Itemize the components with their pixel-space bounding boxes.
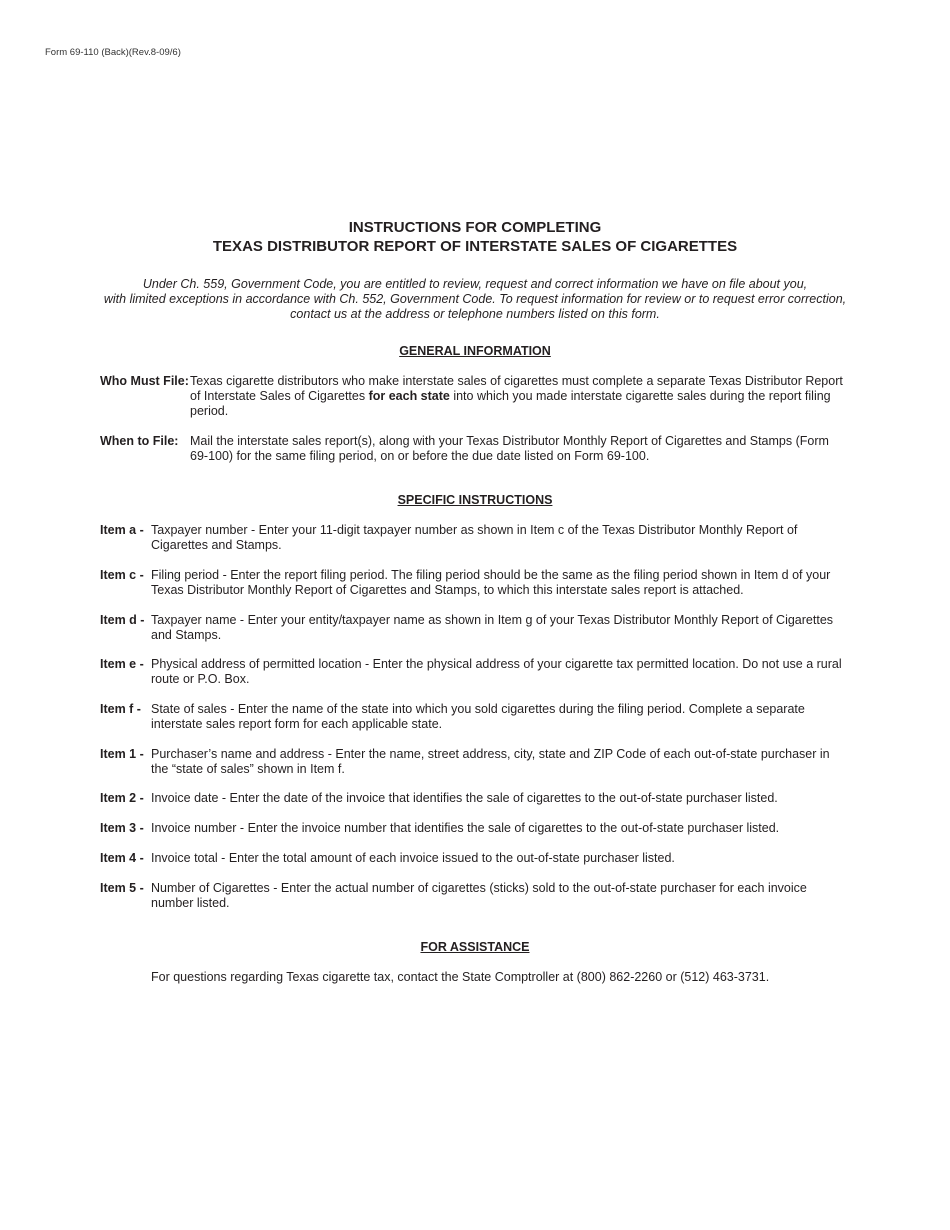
- item-label: Item 2 -: [100, 791, 144, 805]
- item-text: Taxpayer name - Enter your entity/taxpayer name as shown in Item g of your Texas Distributor Monthly Report of Cigarettes and Stamps.: [151, 613, 834, 642]
- page-title: [0, 218, 950, 256]
- item-c: [100, 568, 850, 598]
- item-d: [100, 613, 850, 643]
- item-label: Item d -: [100, 613, 145, 627]
- assistance-text: For questions regarding Texas cigarette tax, contact the State Comptroller at (800) 862-2260 or (512) 463-3731.: [151, 970, 770, 984]
- item-text: Physical address of permitted location - Enter the physical address of your cigarette tax permitted location. Do not use a rural route or P.O. Box.: [151, 657, 842, 686]
- who-must-file-label: Who Must File:: [100, 374, 189, 388]
- item-label: Item 5 -: [100, 881, 144, 895]
- who-must-file-text-before: Texas cigarette distributors who make interstate sales of cigarettes must complete a separate Texas Distributor Report of Interstate Sales of Cigarettes: [190, 374, 843, 403]
- who-must-file-section: [100, 374, 850, 419]
- item-label: Item f -: [100, 702, 141, 716]
- item-text: Number of Cigarettes - Enter the actual number of cigarettes (sticks) sold to the out-of-state purchaser for each invoice number listed.: [151, 881, 807, 910]
- item-5: [100, 881, 850, 911]
- item-text: Invoice number - Enter the invoice number that identifies the sale of cigarettes to the out-of-state purchaser listed.: [151, 821, 780, 835]
- title-line-1: INSTRUCTIONS FOR COMPLETING: [348, 219, 602, 236]
- item-3: [100, 821, 850, 836]
- title-line-2: TEXAS DISTRIBUTOR REPORT OF INTERSTATE SALES OF CIGARETTES: [212, 238, 738, 255]
- when-to-file-text: Mail the interstate sales report(s), along with your Texas Distributor Monthly Report of Cigarettes and Stamps (Form 69-100) for the same filing period, on or before the due date listed on Form 69-100.: [190, 434, 829, 463]
- when-to-file-label: When to File:: [100, 434, 179, 448]
- who-must-file-text: [190, 374, 850, 419]
- item-e: [100, 657, 850, 687]
- item-label: Item a -: [100, 523, 144, 537]
- item-4: [100, 851, 850, 866]
- item-text: Taxpayer number - Enter your 11-digit taxpayer number as shown in Item c of the Texas Distributor Monthly Report of Cigarettes and Stamps.: [151, 523, 798, 552]
- item-1: [100, 747, 850, 777]
- item-text: State of sales - Enter the name of the state into which you sold cigarettes during the filing period. Complete a separate interstate sales report form for each applicable state.: [151, 702, 805, 731]
- who-must-file-text-after: into which you made interstate cigarette sales during the report filing period.: [190, 389, 831, 418]
- item-text: Filing period - Enter the report filing period. The filing period should be the same as the filing period shown in Item d of your Texas Distributor Monthly Report of Cigarettes and Stamps, to which this interstate sales report is attached.: [151, 568, 831, 597]
- form-number: Form 69-110 (Back)(Rev.8-09/6): [45, 47, 181, 58]
- item-a: [100, 523, 850, 553]
- item-text: Invoice total - Enter the total amount of each invoice issued to the out-of-state purchaser listed.: [151, 851, 675, 865]
- item-label: Item 1 -: [100, 747, 144, 761]
- item-label: Item 3 -: [100, 821, 144, 835]
- general-information-heading: GENERAL INFORMATION: [399, 344, 551, 358]
- when-to-file-section: [100, 434, 850, 464]
- item-2: [100, 791, 850, 806]
- privacy-line-2: with limited exceptions in accordance with Ch. 552, Government Code. To request information for review or to request error correction,: [103, 292, 847, 306]
- item-label: Item e -: [100, 657, 144, 671]
- who-must-file-text-bold: for each state: [368, 389, 450, 403]
- privacy-line-1: Under Ch. 559, Government Code, you are entitled to review, request and correct information we have on file about you,: [142, 277, 808, 291]
- assistance-heading: FOR ASSISTANCE: [420, 940, 530, 954]
- item-label: Item c -: [100, 568, 144, 582]
- item-f: [100, 702, 850, 732]
- privacy-line-3: contact us at the address or telephone numbers listed on this form.: [290, 307, 660, 321]
- privacy-notice: [60, 277, 890, 322]
- item-text: Invoice date - Enter the date of the invoice that identifies the sale of cigarettes to the out-of-state purchaser listed.: [151, 791, 778, 805]
- item-text: Purchaser’s name and address - Enter the name, street address, city, state and ZIP Code of each out-of-state purchaser in the “state of sales” shown in Item f.: [151, 747, 830, 776]
- item-label: Item 4 -: [100, 851, 144, 865]
- specific-instructions-heading: SPECIFIC INSTRUCTIONS: [397, 493, 553, 507]
